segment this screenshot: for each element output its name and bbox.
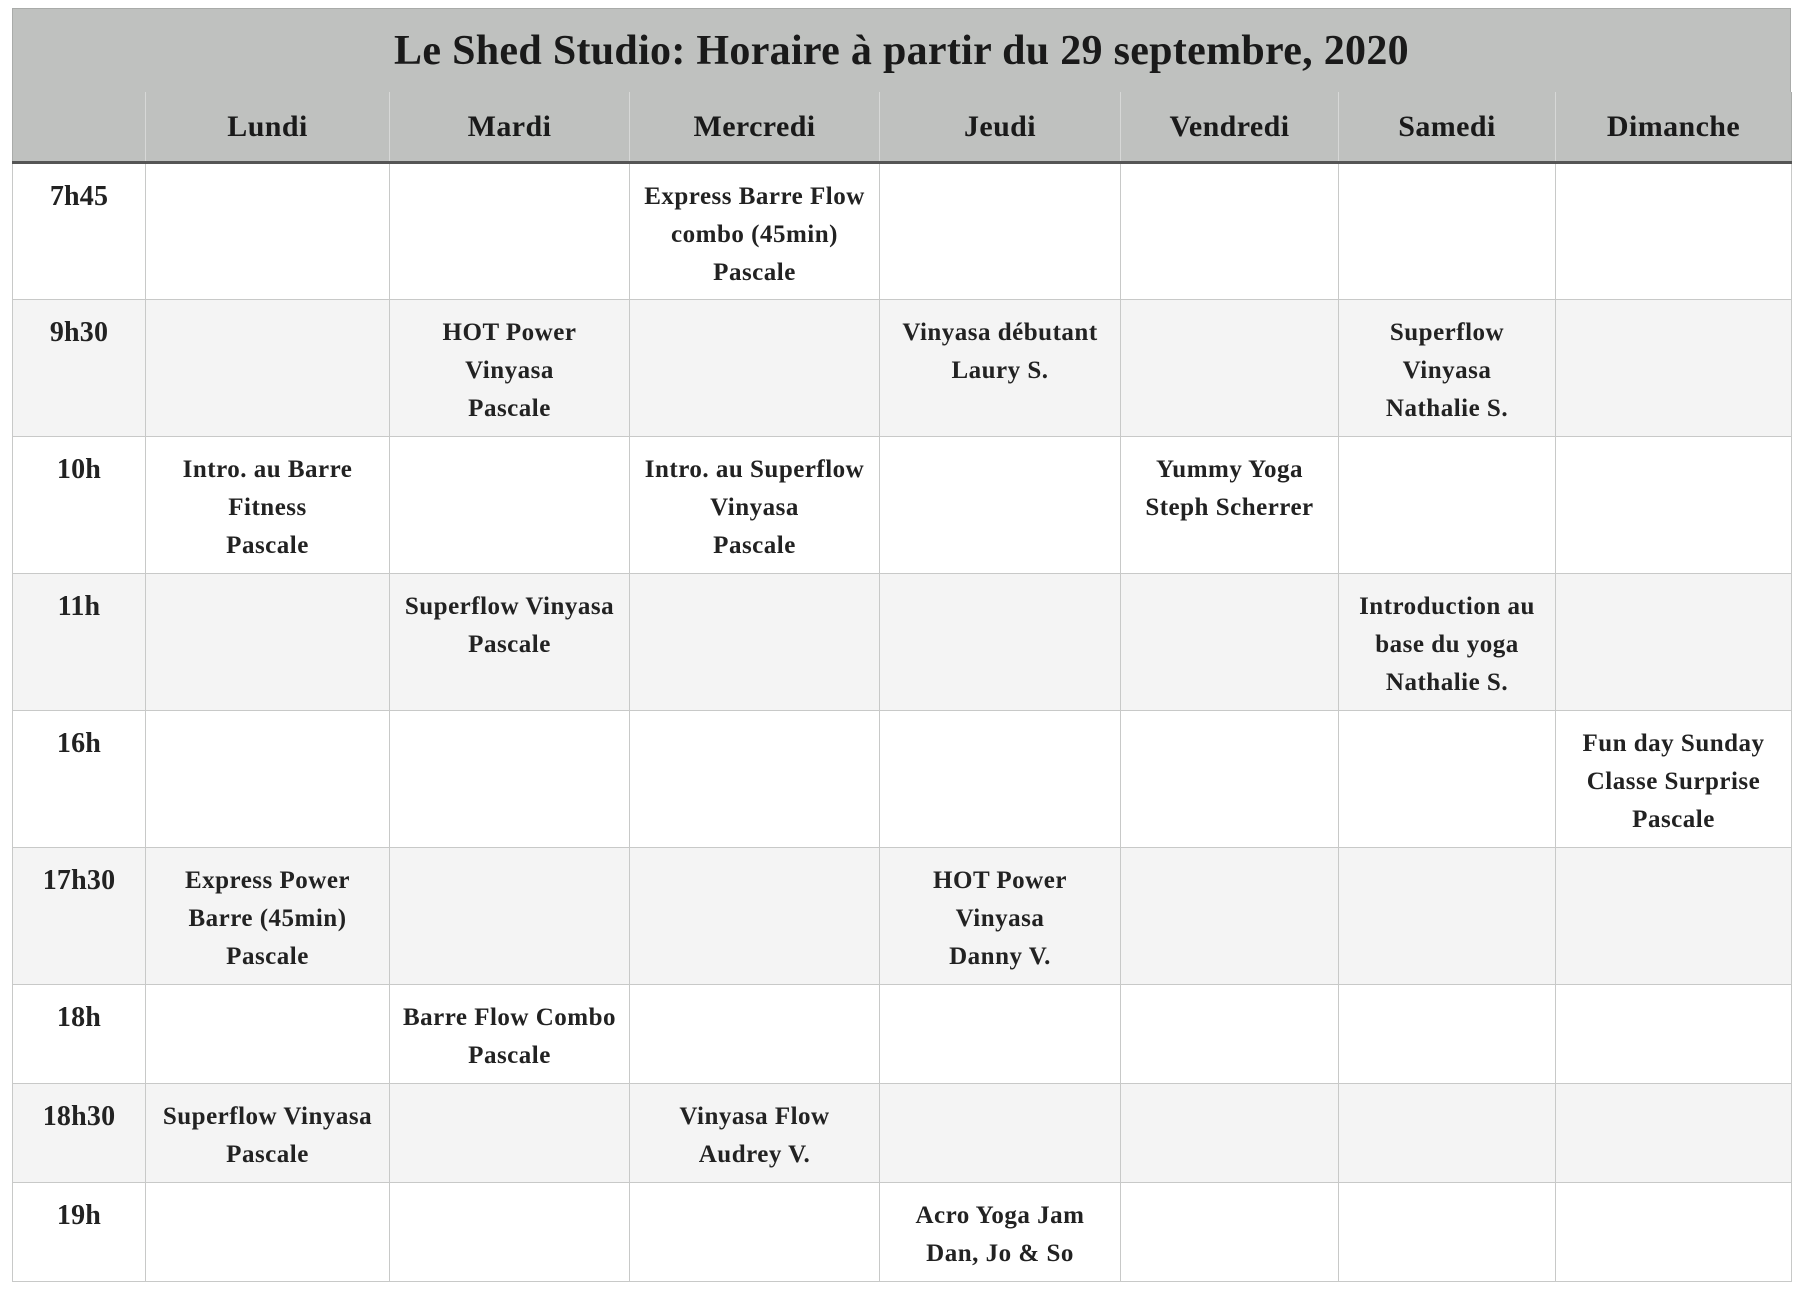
cell-mardi bbox=[390, 1183, 630, 1282]
cell-dimanche bbox=[1556, 163, 1792, 300]
cell-samedi bbox=[1339, 163, 1556, 300]
cell-mercredi bbox=[630, 711, 880, 848]
class-instructor: Danny V. bbox=[949, 943, 1051, 970]
class-name-line: Barre Flow Combo bbox=[402, 1004, 617, 1031]
cell-vendredi bbox=[1121, 437, 1339, 574]
table-row bbox=[13, 163, 1792, 300]
schedule-header bbox=[13, 92, 1792, 163]
time-slot-label: 18h30 bbox=[13, 1084, 146, 1183]
class-name-line: Fitness bbox=[228, 494, 307, 521]
table-row bbox=[13, 711, 1792, 848]
cell-vendredi bbox=[1121, 848, 1339, 985]
class-instructor: Pascale bbox=[468, 395, 551, 422]
class-instructor: Nathalie S. bbox=[1385, 395, 1509, 422]
time-slot-label: 11h bbox=[13, 574, 146, 711]
class-instructor: Pascale bbox=[713, 259, 796, 286]
cell-mardi bbox=[390, 985, 630, 1084]
class-name-line: Superflow Vinyasa bbox=[404, 593, 615, 620]
cell-dimanche bbox=[1556, 848, 1792, 985]
cell-mardi bbox=[390, 437, 630, 574]
class-name-line: Barre (45min) bbox=[188, 905, 347, 932]
cell-mardi bbox=[390, 711, 630, 848]
class-instructor: Laury S. bbox=[951, 357, 1049, 384]
cell-samedi bbox=[1339, 848, 1556, 985]
cell-lundi bbox=[146, 1084, 390, 1183]
class-name-line: HOT Power bbox=[933, 867, 1067, 894]
schedule-sheet bbox=[12, 8, 1791, 1282]
cell-dimanche bbox=[1556, 985, 1792, 1084]
cell-dimanche bbox=[1556, 437, 1792, 574]
class-name-line: Superflow bbox=[1389, 319, 1505, 346]
header-day-jeudi: Jeudi bbox=[880, 92, 1121, 163]
class-instructor: Steph Scherrer bbox=[1145, 494, 1314, 521]
cell-mercredi bbox=[630, 437, 880, 574]
cell-jeudi bbox=[880, 300, 1121, 437]
class-name-line: Introduction au bbox=[1359, 593, 1535, 620]
cell-samedi bbox=[1339, 300, 1556, 437]
cell-dimanche bbox=[1556, 574, 1792, 711]
cell-mercredi bbox=[630, 1084, 880, 1183]
cell-mercredi bbox=[630, 1183, 880, 1282]
class-name-line: Vinyasa Flow bbox=[679, 1103, 830, 1130]
cell-lundi bbox=[146, 848, 390, 985]
cell-dimanche bbox=[1556, 711, 1792, 848]
header-day-mardi: Mardi bbox=[390, 92, 630, 163]
cell-jeudi bbox=[880, 437, 1121, 574]
cell-vendredi bbox=[1121, 163, 1339, 300]
time-slot-label: 7h45 bbox=[13, 163, 146, 300]
schedule-table bbox=[12, 92, 1792, 1282]
class-name-line: Vinyasa débutant bbox=[902, 319, 1098, 346]
table-row bbox=[13, 437, 1792, 574]
cell-samedi bbox=[1339, 711, 1556, 848]
time-slot-label: 18h bbox=[13, 985, 146, 1084]
class-name-line: base du yoga bbox=[1375, 631, 1519, 658]
time-slot-label: 16h bbox=[13, 711, 146, 848]
class-name-line: HOT Power bbox=[442, 319, 577, 346]
cell-mercredi bbox=[630, 300, 880, 437]
class-instructor: Pascale bbox=[468, 1042, 551, 1069]
time-slot-label: 17h30 bbox=[13, 848, 146, 985]
cell-mercredi bbox=[630, 985, 880, 1084]
cell-vendredi bbox=[1121, 300, 1339, 437]
header-row bbox=[13, 92, 1792, 163]
cell-dimanche bbox=[1556, 1183, 1792, 1282]
class-name-line: Fun day Sunday bbox=[1582, 730, 1765, 757]
class-name-line: Express Power bbox=[184, 867, 351, 894]
cell-jeudi bbox=[880, 848, 1121, 985]
header-day-samedi: Samedi bbox=[1339, 92, 1556, 163]
cell-jeudi bbox=[880, 1183, 1121, 1282]
class-instructor: Pascale bbox=[226, 943, 309, 970]
cell-jeudi bbox=[880, 163, 1121, 300]
cell-lundi bbox=[146, 711, 390, 848]
cell-jeudi bbox=[880, 985, 1121, 1084]
header-day-mercredi: Mercredi bbox=[630, 92, 880, 163]
cell-vendredi bbox=[1121, 1183, 1339, 1282]
schedule-body bbox=[13, 163, 1792, 1282]
time-slot-label: 10h bbox=[13, 437, 146, 574]
class-name-line: Vinyasa bbox=[465, 357, 554, 384]
class-name-line: Express Barre Flow bbox=[644, 183, 865, 210]
cell-vendredi bbox=[1121, 1084, 1339, 1183]
cell-vendredi bbox=[1121, 985, 1339, 1084]
cell-samedi bbox=[1339, 1183, 1556, 1282]
class-name-line: Yummy Yoga bbox=[1156, 456, 1303, 483]
class-name-line: Intro. au Barre bbox=[182, 456, 353, 483]
class-name-line: Vinyasa bbox=[955, 905, 1045, 932]
class-name-line: combo (45min) bbox=[671, 221, 838, 248]
cell-samedi bbox=[1339, 437, 1556, 574]
cell-mardi bbox=[390, 848, 630, 985]
header-day-vendredi: Vendredi bbox=[1121, 92, 1339, 163]
cell-jeudi bbox=[880, 1084, 1121, 1183]
cell-mercredi bbox=[630, 163, 880, 300]
class-name-line: Superflow Vinyasa bbox=[162, 1103, 373, 1130]
class-instructor: Pascale bbox=[468, 631, 551, 658]
class-instructor: Nathalie S. bbox=[1385, 669, 1509, 696]
table-row bbox=[13, 300, 1792, 437]
cell-mercredi bbox=[630, 848, 880, 985]
cell-mardi bbox=[390, 1084, 630, 1183]
cell-lundi bbox=[146, 1183, 390, 1282]
cell-mardi bbox=[390, 574, 630, 711]
class-name-line: Acro Yoga Jam bbox=[915, 1202, 1085, 1229]
table-row bbox=[13, 985, 1792, 1084]
class-instructor: Audrey V. bbox=[698, 1141, 811, 1168]
class-name-line: Vinyasa bbox=[1402, 357, 1492, 384]
class-instructor: Pascale bbox=[713, 532, 796, 559]
cell-dimanche bbox=[1556, 300, 1792, 437]
cell-samedi bbox=[1339, 1084, 1556, 1183]
class-instructor: Pascale bbox=[226, 532, 309, 559]
cell-mardi bbox=[390, 300, 630, 437]
header-day-dimanche: Dimanche bbox=[1556, 92, 1792, 163]
table-row bbox=[13, 848, 1792, 985]
cell-lundi bbox=[146, 574, 390, 711]
cell-vendredi bbox=[1121, 711, 1339, 848]
class-name-line: Intro. au Superflow bbox=[644, 456, 865, 483]
class-instructor: Pascale bbox=[1632, 806, 1715, 833]
table-row bbox=[13, 1084, 1792, 1183]
time-slot-label: 19h bbox=[13, 1183, 146, 1282]
cell-samedi bbox=[1339, 574, 1556, 711]
class-name-line: Vinyasa bbox=[710, 494, 799, 521]
time-slot-label: 9h30 bbox=[13, 300, 146, 437]
table-row bbox=[13, 574, 1792, 711]
class-instructor: Pascale bbox=[226, 1141, 309, 1168]
table-row bbox=[13, 1183, 1792, 1282]
cell-lundi bbox=[146, 985, 390, 1084]
cell-vendredi bbox=[1121, 574, 1339, 711]
header-day-lundi: Lundi bbox=[146, 92, 390, 163]
cell-lundi bbox=[146, 300, 390, 437]
schedule-title: Le Shed Studio: Horaire à partir du 29 septembre, 2020 bbox=[12, 8, 1791, 92]
cell-lundi bbox=[146, 163, 390, 300]
cell-jeudi bbox=[880, 574, 1121, 711]
cell-dimanche bbox=[1556, 1084, 1792, 1183]
header-time-corner bbox=[13, 92, 146, 163]
cell-mardi bbox=[390, 163, 630, 300]
cell-lundi bbox=[146, 437, 390, 574]
class-name-line: Classe Surprise bbox=[1586, 768, 1761, 795]
cell-mercredi bbox=[630, 574, 880, 711]
cell-samedi bbox=[1339, 985, 1556, 1084]
cell-jeudi bbox=[880, 711, 1121, 848]
class-instructor: Dan, Jo & So bbox=[926, 1240, 1074, 1267]
